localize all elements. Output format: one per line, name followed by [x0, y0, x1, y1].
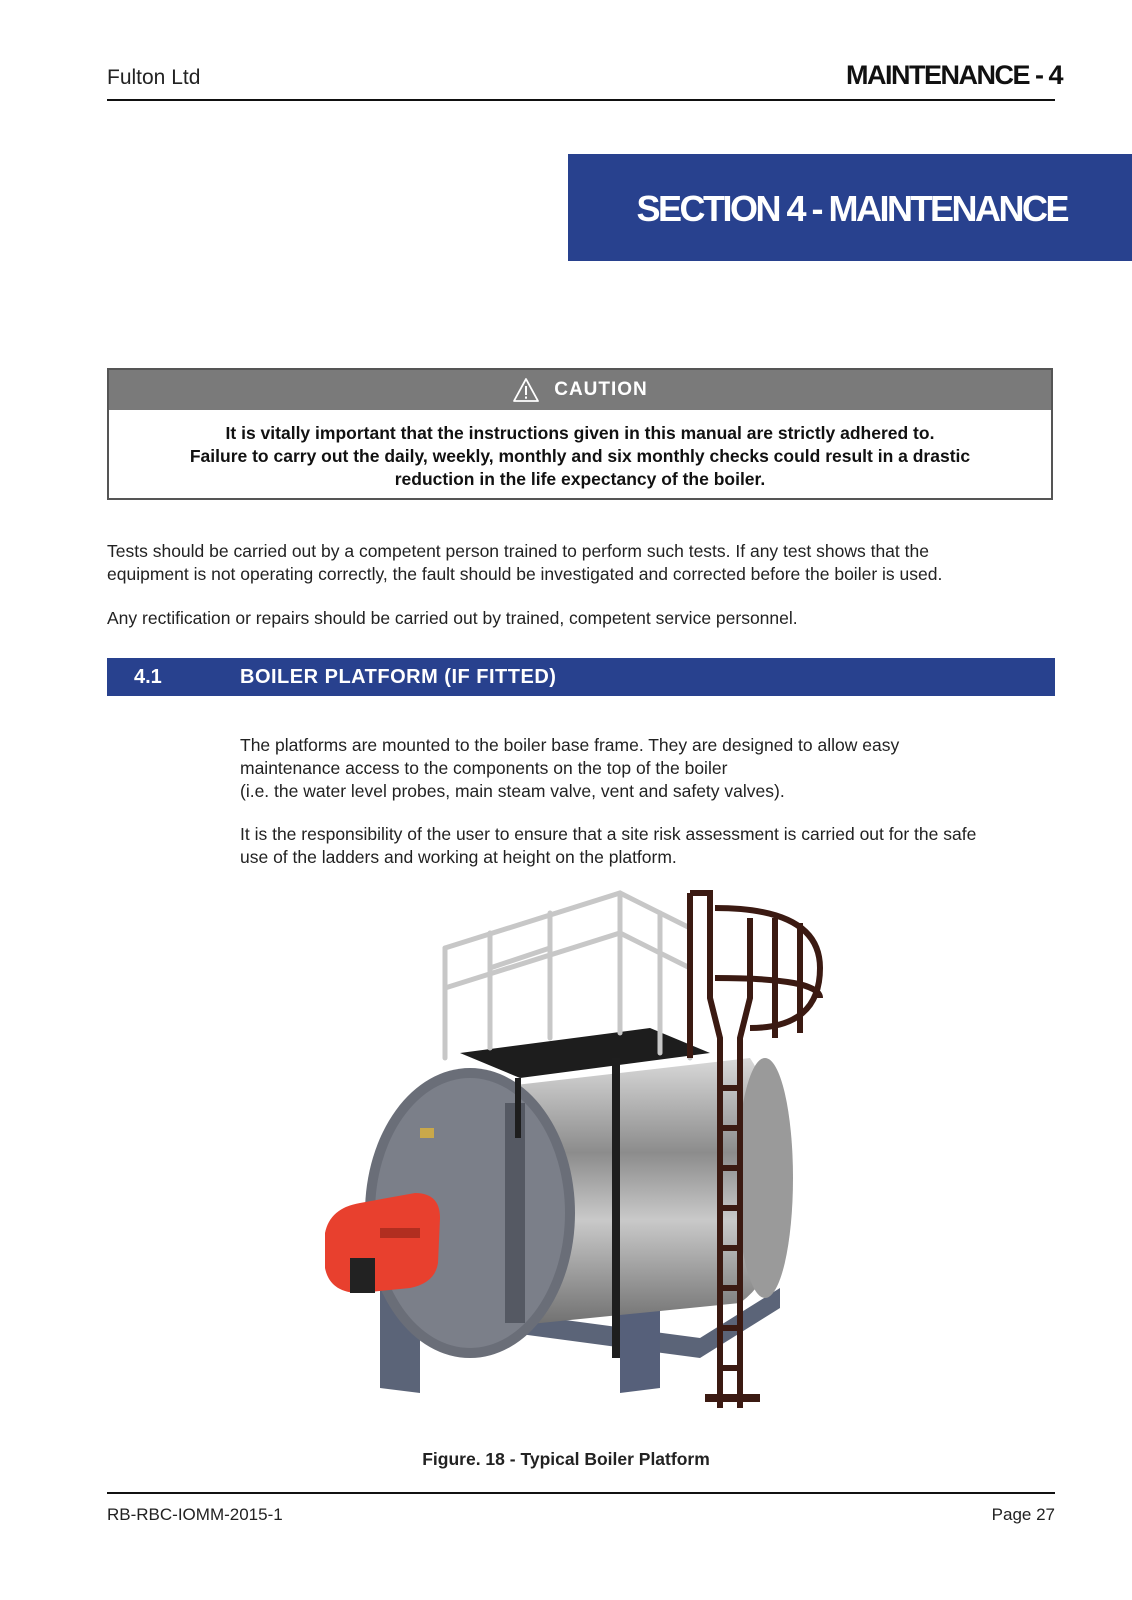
caution-line: reduction in the life expectancy of the boiler.: [394, 469, 766, 489]
header-company: Fulton Ltd: [107, 66, 201, 89]
figure-caption: Figure. 18 - Typical Boiler Platform: [422, 1449, 710, 1469]
intro-paragraph: [107, 540, 942, 586]
footer-page-number: Page 27: [991, 1505, 1055, 1524]
caution-text: [109, 410, 1051, 491]
intro-line: Tests should be carried out by a competent person trained to perform such tests. If any test shows that the: [107, 541, 929, 561]
footer-doc-code: RB-RBC-IOMM-2015-1: [107, 1505, 283, 1524]
caution-title: CAUTION: [554, 379, 648, 400]
caution-box: [107, 368, 1053, 500]
header-chapter: MAINTENANCE - 4: [845, 60, 1062, 90]
burner-shape: [325, 1193, 440, 1293]
risk-line: use of the ladders and working at height on the platform.: [240, 847, 677, 867]
section-title: SECTION 4 - MAINTENANCE: [636, 188, 1067, 229]
subsection-title: BOILER PLATFORM (IF FITTED): [240, 666, 557, 688]
intro-line: equipment is not operating correctly, the fault should be investigated and corrected before the boiler is used.: [107, 564, 943, 584]
subsection-heading: [107, 658, 1055, 696]
footer-rule: [107, 1492, 1055, 1494]
platform-paragraph: [240, 734, 899, 803]
subsection-number: 4.1: [134, 666, 162, 688]
repairs-paragraph: Any rectification or repairs should be carried out by trained, competent service personnel.: [107, 608, 798, 628]
risk-paragraph: [240, 823, 976, 869]
platform-line: The platforms are mounted to the boiler base frame. They are designed to allow easy: [240, 735, 900, 755]
platform-line: maintenance access to the components on the top of the boiler: [240, 758, 728, 778]
boiler-platform-image: [320, 888, 840, 1418]
warning-triangle-icon: [512, 377, 540, 403]
caution-line: It is vitally important that the instructions given in this manual are strictly adhered to.: [225, 423, 935, 443]
platform-line: (i.e. the water level probes, main steam valve, vent and safety valves).: [240, 781, 785, 801]
section-banner: [568, 154, 1132, 261]
header-rule: [107, 99, 1055, 101]
caution-line: Failure to carry out the daily, weekly, monthly and six monthly checks could result in a drastic: [189, 446, 971, 466]
risk-line: It is the responsibility of the user to ensure that a site risk assessment is carried out for the safe: [240, 824, 977, 844]
caution-header: [109, 370, 1051, 410]
